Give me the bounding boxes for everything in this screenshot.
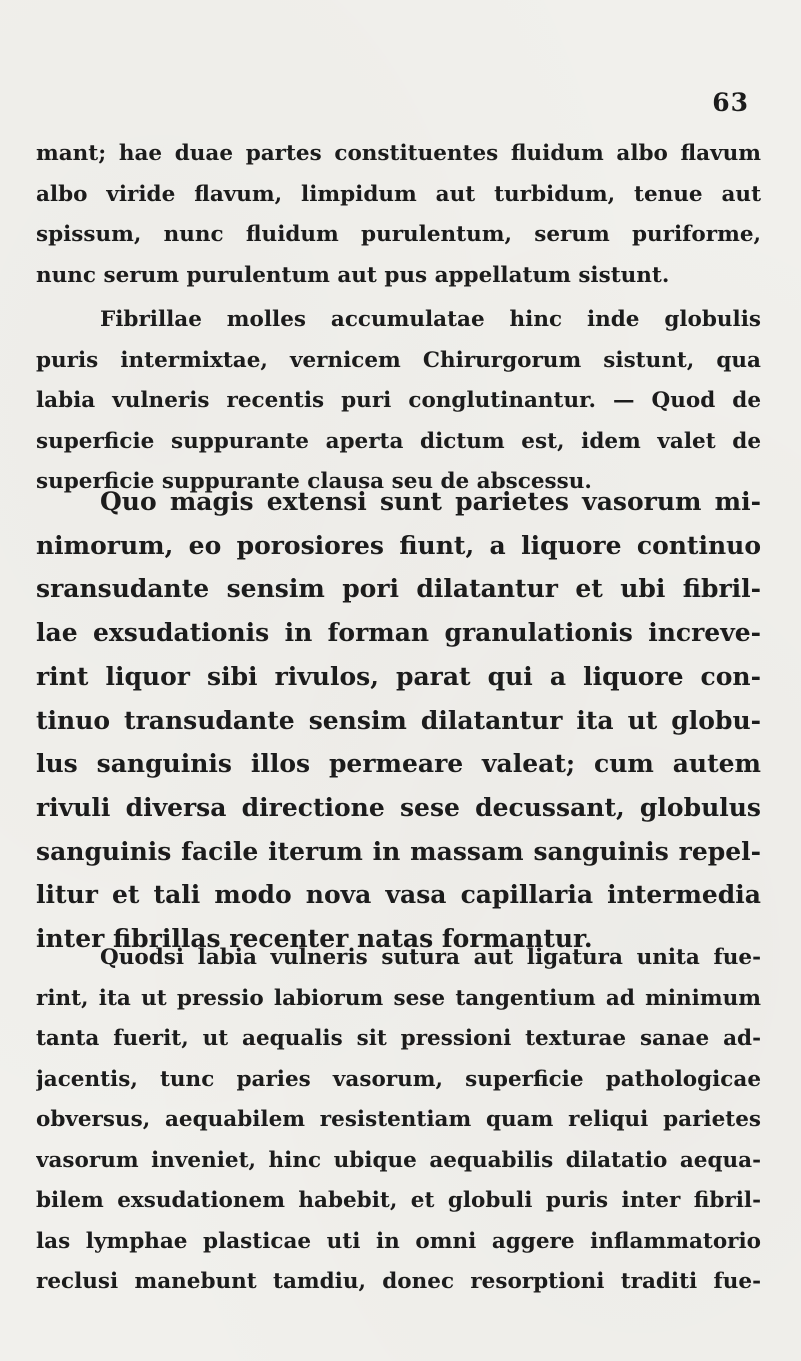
- text-line: Quo magis extensi sunt parietes vasorum mi-: [100, 487, 761, 516]
- text-line: reclusi manebunt tamdiu, donec resorptioni traditi fue-: [36, 1269, 761, 1294]
- text-line: bilem exsudationem habebit, et globuli puris inter fibril-: [36, 1188, 761, 1213]
- text-line: Quodsi labia vulneris sutura aut ligatura unita fue-: [100, 945, 761, 970]
- text-line: Fibrillae molles accumulatae hinc inde globulis: [100, 307, 761, 332]
- text-line: lae exsudationis in forman granulationis increve-: [36, 618, 761, 648]
- text-line: mant; hae duae partes constituentes fluidum albo flavum: [36, 141, 761, 166]
- text-line: rint liquor sibi rivulos, parat qui a liquore con-: [36, 661, 761, 691]
- text-line: sransudante sensim pori dilatantur et ubi fibril-: [36, 574, 761, 604]
- text-line: puris intermixtae, vernicem Chirurgorum sistunt, qua: [36, 347, 761, 373]
- paragraph-1: [36, 134, 761, 296]
- page-number: 63: [712, 88, 749, 117]
- text-line: tanta fuerit, ut aequalis sit pressioni texturae sanae ad-: [36, 1026, 761, 1051]
- text-line: labia vulneris recentis puri conglutinantur. — Quod de: [36, 388, 761, 413]
- paragraph-4: [36, 938, 761, 1303]
- text-line: obversus, aequabilem resistentiam quam reliqui parietes: [36, 1107, 761, 1132]
- text-line: superficie suppurante aperta dictum est, idem valet de: [36, 428, 761, 454]
- paragraph-2: [36, 300, 761, 503]
- text-line: lus sanguinis illos permeare valeat; cum autem: [36, 749, 761, 779]
- text-line: nimorum, eo porosiores fiunt, a liquore continuo: [36, 530, 761, 560]
- text-line: litur et tali modo nova vasa capillaria intermedia: [36, 880, 761, 910]
- text-line: albo viride flavum, limpidum aut turbidum, tenue aut: [36, 181, 761, 207]
- text-line: jacentis, tunc paries vasorum, superficie pathologicae: [36, 1066, 761, 1092]
- text-line: inter fibrillas recenter natas formantur.: [36, 924, 593, 954]
- paragraph-3: [36, 480, 761, 961]
- text-line: vasorum inveniet, hinc ubique aequabilis dilatatio aequa-: [36, 1147, 761, 1173]
- text-line: rivuli diversa directione sese decussant, globulus: [36, 792, 761, 822]
- text-line: sanguinis facile iterum in massam sanguinis repel-: [36, 836, 761, 866]
- text-line: nunc serum purulentum aut pus appellatum sistunt.: [36, 262, 670, 288]
- text-line: rint, ita ut pressio labiorum sese tangentium ad minimum: [36, 985, 761, 1011]
- text-line: las lymphae plasticae uti in omni aggere inflammatorio: [36, 1228, 761, 1254]
- text-line: spissum, nunc fluidum purulentum, serum puriforme,: [36, 222, 761, 247]
- text-line: superficie suppurante clausa seu de abscessu.: [36, 469, 592, 494]
- text-line: tinuo transudante sensim dilatantur ita ut globu-: [36, 705, 761, 735]
